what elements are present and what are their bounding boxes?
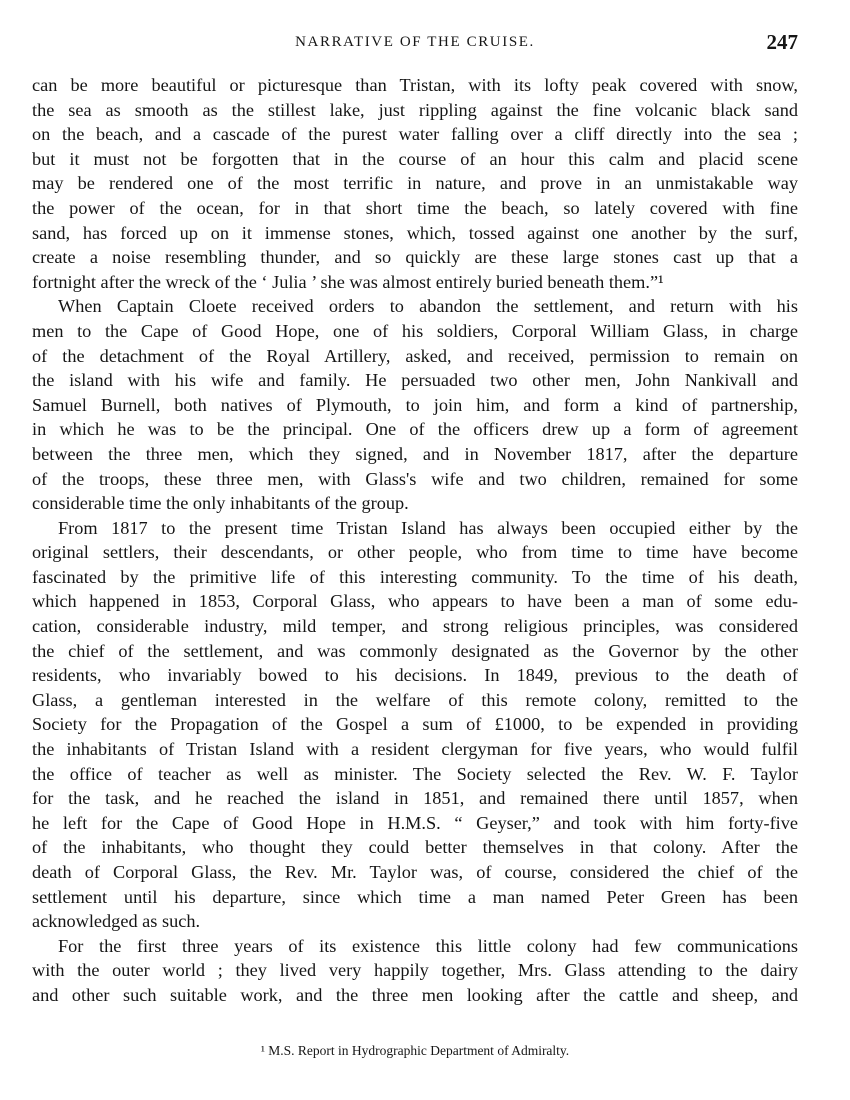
text-line: for the task, and he reached the island in 1851, and remained there until 1857, when [32,788,798,809]
text-line: in which he was to be the principal. One of the officers drew up a form of agreement [32,419,798,440]
text-line: Samuel Burnell, both natives of Plymouth, to join him, and form a kind of partnership, [32,394,798,415]
text-line: Glass, a gentleman interested in the welfare of this remote colony, remitted to the [32,689,798,710]
text-line: the power of the ocean, for in that short time the beach, so lately covered with fine [32,197,798,218]
text-line: settlement until his departure, since which time a man named Peter Green has been [32,886,798,907]
text-line: sand, has forced up on it immense stones, which, tossed against one another by the surf, [32,222,798,243]
text-line: create a noise resembling thunder, and so quickly are these large stones cast up that a [32,247,798,268]
text-line: he left for the Cape of Good Hope in H.M.S. “ Geyser,” and took with him forty-five [32,812,798,833]
body-text [32,73,798,1008]
text-line: fascinated by the primitive life of this interesting community. To the time of his death, [32,566,798,587]
text-line: the island with his wife and family. He persuaded two other men, John Nankivall and [32,370,798,391]
text-line: men to the Cape of Good Hope, one of his soldiers, Corporal William Glass, in charge [32,320,798,341]
text-line: between the three men, which they signed, and in November 1817, after the departure [32,443,798,464]
text-line: the chief of the settlement, and was commonly designated as the Governor by the other [32,640,798,661]
footnote: ¹ M.S. Report in Hydrographic Department of Admiralty. [260,1043,570,1058]
text-line: the sea as smooth as the stillest lake, just rippling against the fine volcanic black sand [32,99,798,120]
text-line: fortnight after the wreck of the ‘ Julia ’ she was almost entirely buried beneath them.”¹ [32,271,664,292]
text-line: of the inhabitants, who thought they could better themselves in that colony. After the [32,837,798,858]
text-line: considerable time the only inhabitants of the group. [32,493,409,514]
text-line: with the outer world ; they lived very happily together, Mrs. Glass attending to the dairy [32,960,798,981]
text-line: the office of teacher as well as minister. The Society selected the Rev. W. F. Taylor [32,763,798,784]
text-line: which happened in 1853, Corporal Glass, who appears to have been a man of some edu- [32,591,798,612]
text-line: and other such suitable work, and the three men looking after the cattle and sheep, and [32,984,798,1005]
running-title: NARRATIVE OF THE CRUISE. [295,34,535,50]
text-line: cation, considerable industry, mild temper, and strong religious principles, was considered [32,616,798,637]
text-line: death of Corporal Glass, the Rev. Mr. Taylor was, of course, considered the chief of the [32,862,798,882]
text-line: the inhabitants of Tristan Island with a resident clergyman for five years, who would fulfil [32,739,798,760]
paragraph-start-line: From 1817 to the present time Tristan Island has always been occupied either by the [58,517,798,538]
text-line: of the detachment of the Royal Artillery, asked, and received, permission to remain on [32,345,798,366]
text-line: of the troops, these three men, with Glass's wife and two children, remained for some [32,468,798,489]
paragraph-start-line: When Captain Cloete received orders to abandon the settlement, and return with his [58,296,798,317]
running-head [32,30,798,56]
paragraph-start-line: For the first three years of its existence this little colony had few communications [58,935,798,956]
text-line: Society for the Propagation of the Gospel a sum of £1000, to be expended in providing [32,714,798,735]
text-line: can be more beautiful or picturesque than Tristan, with its lofty peak covered with snow, [32,75,798,95]
text-line: original settlers, their descendants, or other people, who from time to time have become [32,542,798,563]
text-line: may be rendered one of the most terrific in nature, and prove in an unmistakable way [32,173,798,194]
text-line: acknowledged as such. [32,911,201,932]
text-line: residents, who invariably bowed to his decisions. In 1849, previous to the death of [32,665,798,686]
page-number: 247 [766,30,798,54]
text-line: but it must not be forgotten that in the course of an hour this calm and placid scene [32,148,798,169]
text-line: on the beach, and a cascade of the purest water falling over a cliff directly into the sea ; [32,124,798,145]
